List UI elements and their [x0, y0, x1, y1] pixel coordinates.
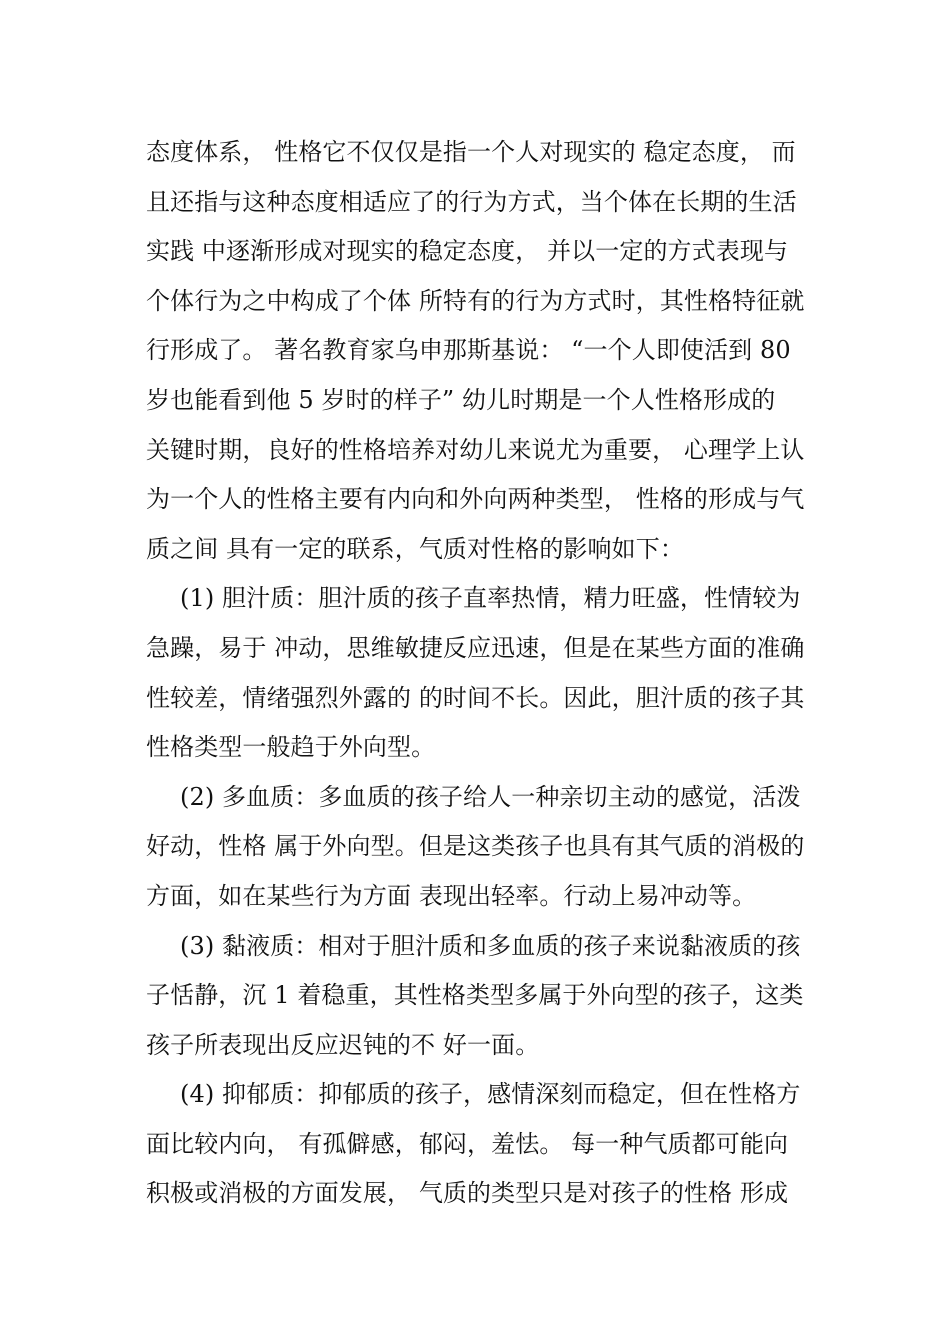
- text-line: 面比较内向， 有孤僻感，郁闷，羞怯。 每一种气质都可能向: [146, 1129, 789, 1158]
- text-line: 行形成了。 著名教育家乌申那斯基说： “一个人即使活到 80: [146, 336, 791, 365]
- paragraph-2-start: (2) 多血质：多血质的孩子给人一种亲切主动的感觉，活泼: [180, 782, 801, 811]
- text-line: 积极或消极的方面发展， 气质的类型只是对孩子的性格 形成: [146, 1179, 789, 1208]
- text-line: 急躁，易于 冲动，思维敏捷反应迅速，但是在某些方面的准确: [146, 633, 805, 662]
- paragraph-4-start: (4) 抑郁质：抑郁质的孩子，感情深刻而稳定，但在性格方: [180, 1080, 801, 1109]
- text-line: 且还指与这种态度相适应了的行为方式，当个体在长期的生活: [146, 187, 797, 216]
- text-line: 好动，性格 属于外向型。但是这类孩子也具有其气质的消极的: [146, 832, 805, 861]
- text-line: 为一个人的性格主要有内向和外向两种类型， 性格的形成与气: [146, 485, 805, 514]
- body-text: [146, 128, 810, 1219]
- text-line: 方面，如在某些行为方面 表现出轻率。行动上易冲动等。: [146, 881, 757, 910]
- text-line: 个体行为之中构成了个体 所特有的行为方式时，其性格特征就: [146, 286, 805, 315]
- text-line: 子恬静，沉 1 着稳重，其性格类型多属于外向型的孩子，这类: [146, 981, 804, 1010]
- text-line: 孩子所表现出反应迟钝的不 好一面。: [146, 1030, 540, 1059]
- text-line: 关键时期，良好的性格培养对幼儿来说尤为重要， 心理学上认: [146, 435, 805, 464]
- paragraph-3-start: (3) 黏液质：相对于胆汁质和多血质的孩子来说黏液质的孩: [180, 931, 801, 960]
- paragraph-1-start: (1) 胆汁质：胆汁质的孩子直率热情，精力旺盛，性情较为: [180, 584, 801, 613]
- text-line: 性格类型一般趋于外向型。: [146, 733, 436, 762]
- text-line: 质之间 具有一定的联系，气质对性格的影响如下：: [146, 534, 684, 563]
- text-line: 性较差，情绪强烈外露的 的时间不长。因此，胆汁质的孩子其: [146, 683, 805, 712]
- text-line: 实践 中逐渐形成对现实的稳定态度， 并以一定的方式表现与: [146, 237, 789, 266]
- text-line: 岁也能看到他 5 岁时的样子” 幼儿时期是一个人性格形成的: [146, 385, 776, 414]
- text-line: 态度体系， 性格它不仅仅是指一个人对现实的 稳定态度， 而: [146, 138, 796, 166]
